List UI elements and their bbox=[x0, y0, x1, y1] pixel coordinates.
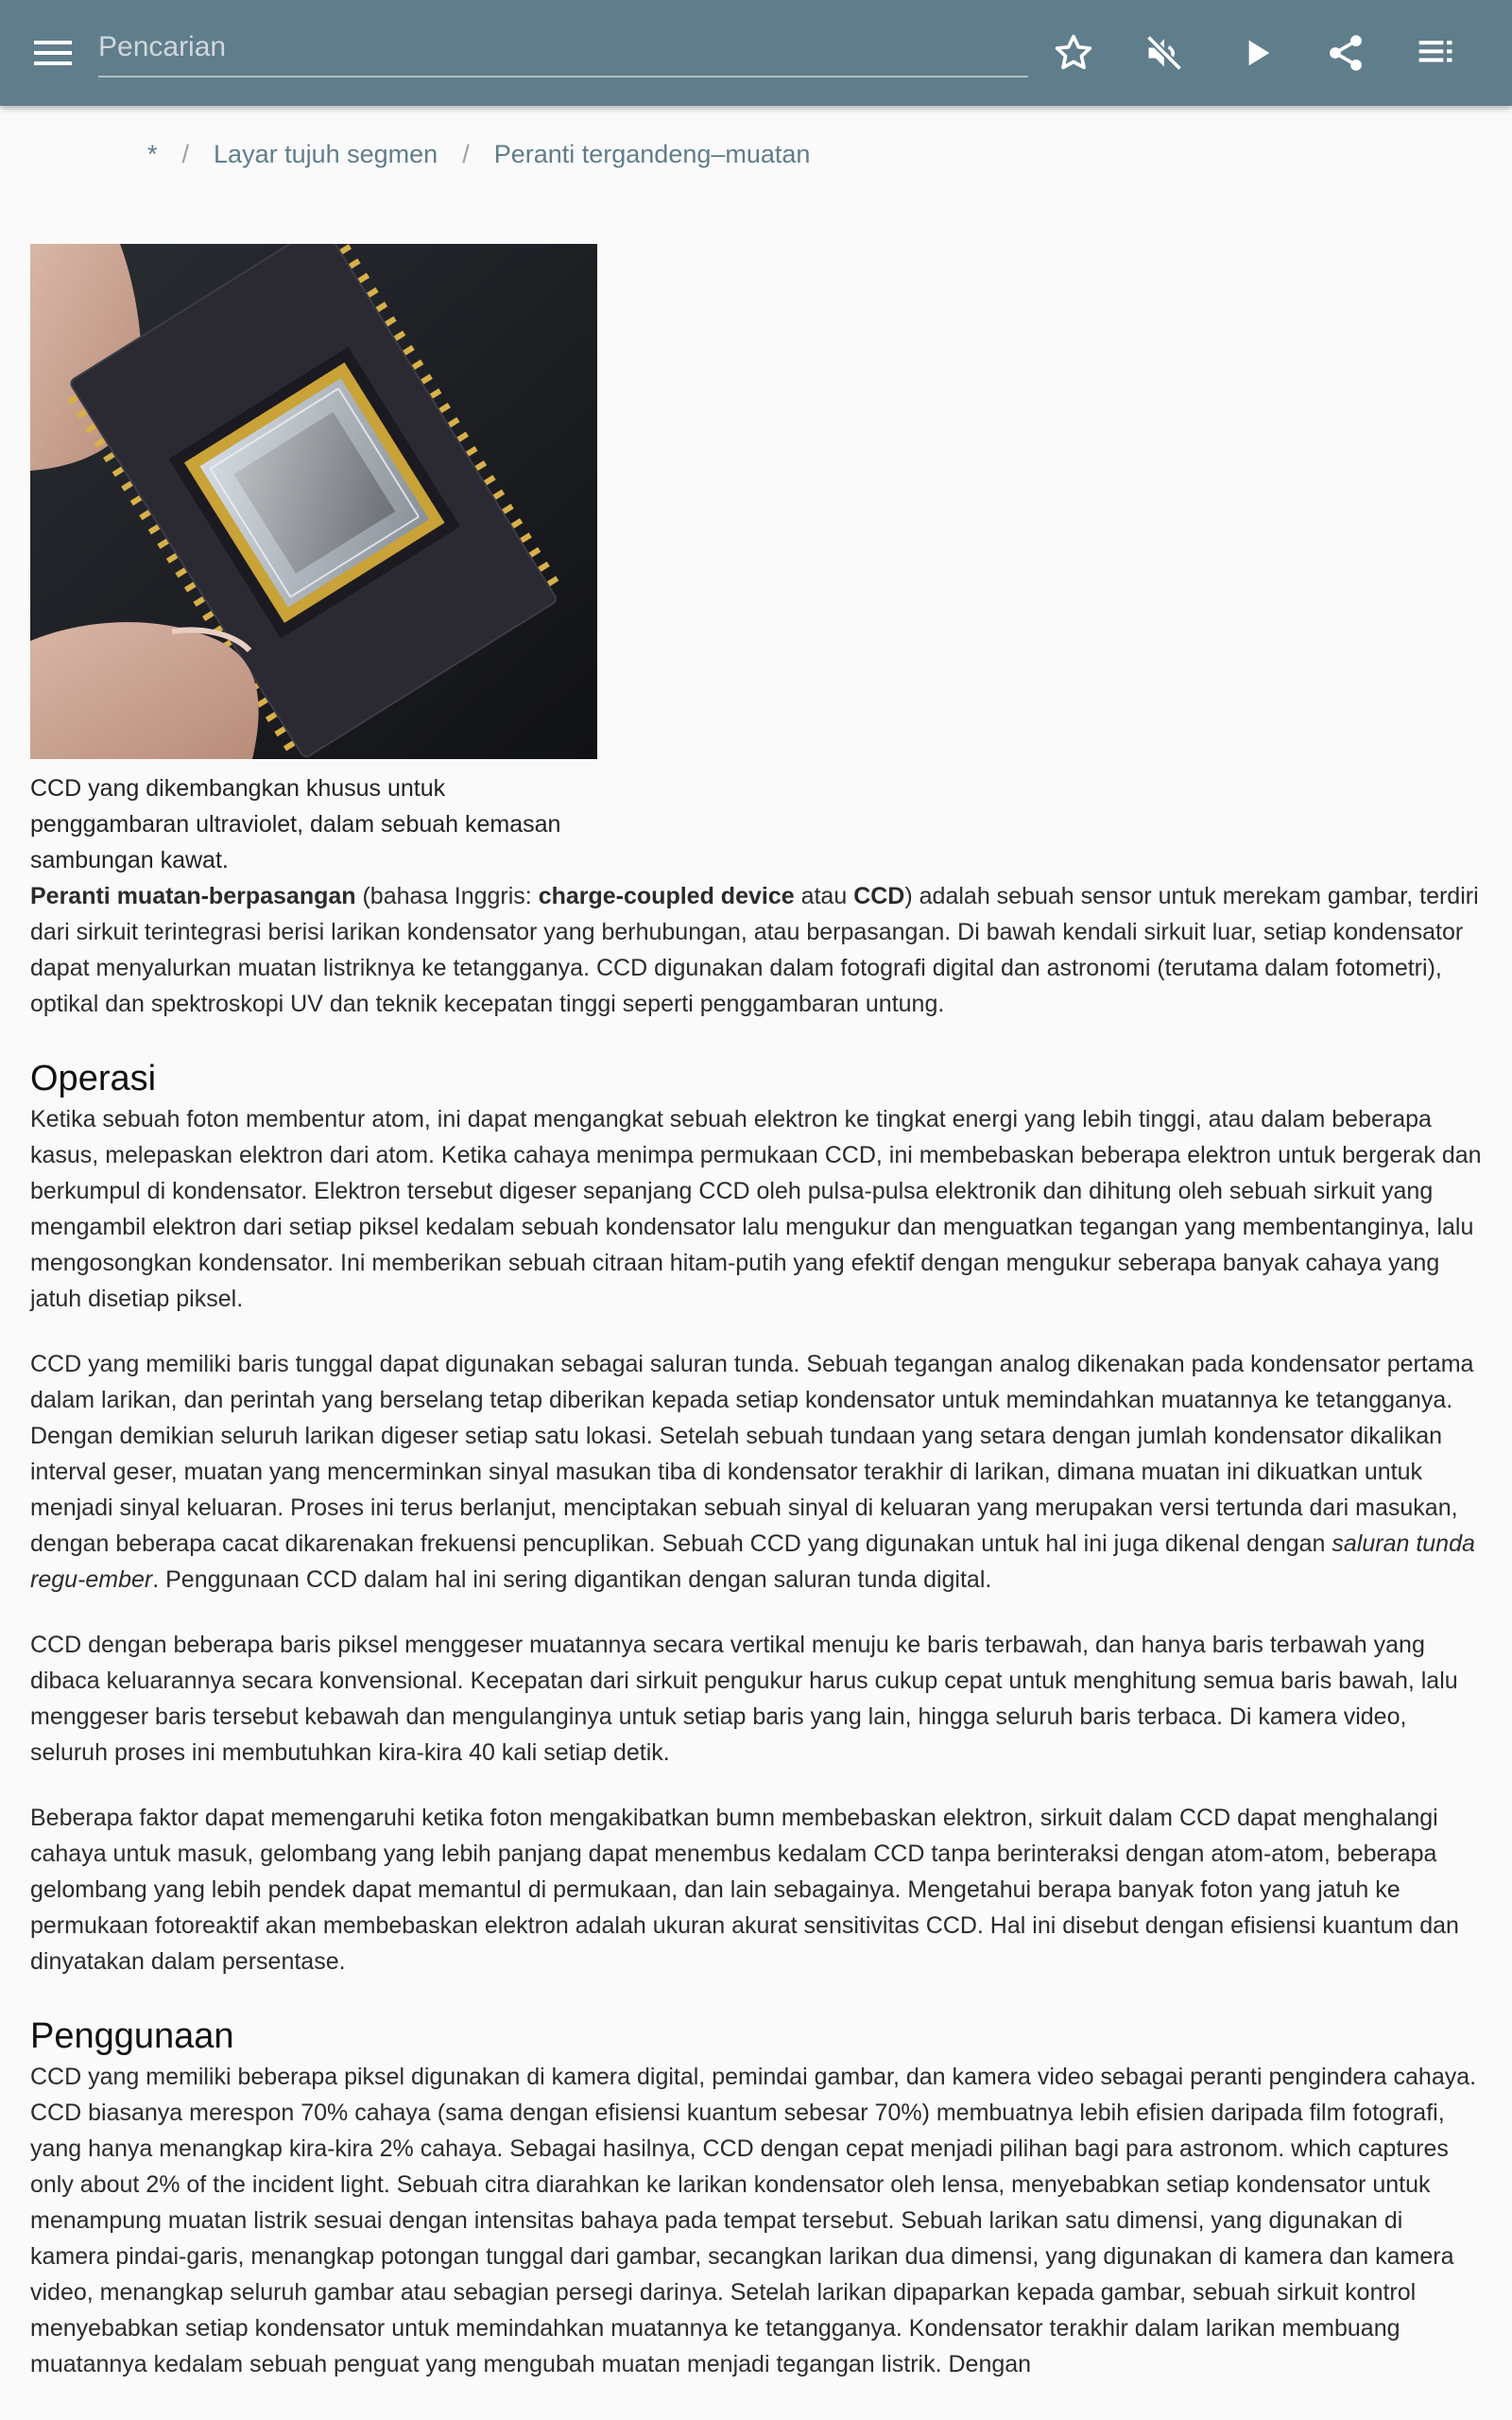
paragraph-text: CCD yang memiliki baris tunggal dapat digunakan sebagai saluran tunda. Sebuah tegangan analog dikenakan pada kondensator pertama dalam larikan, dan perintah yang berselang tetap diberikan kepada setiap kondensator untuk memindahkan muatannya ke tetangganya. Dengan demikian seluruh larikan digeser setiap satu lokasi. Setelah sebuah tundaan yang setara dengan jumlah kondensator dikalikan interval geser, muatan yang mencerminkan sinyal masukan tiba di kondensator terakhir di larikan, dimana muatan ini dikuatkan untuk menjadi sinyal keluaran. Proses ini terus berlanjut, menciptakan sebuah sinyal di keluaran yang merupakan versi tertunda dari masukan, dengan beberapa cacat dikarenakan frekuensi pencuplikan. Sebuah CCD yang digunakan untuk hal ini juga dikenal dengan bbox=[30, 1351, 1474, 1557]
star-icon bbox=[1053, 32, 1094, 74]
share-icon bbox=[1325, 32, 1366, 74]
share-button[interactable] bbox=[1317, 25, 1374, 81]
intro-paragraph bbox=[30, 878, 1486, 1022]
section-heading-penggunaan: Penggunaan bbox=[30, 2016, 234, 2056]
italic-term: saluran tunda regu-ember bbox=[30, 1530, 1475, 1593]
playlist-icon bbox=[1416, 32, 1457, 74]
breadcrumb-separator: / bbox=[462, 140, 470, 168]
app-bar bbox=[0, 0, 1512, 106]
breadcrumb-current[interactable]: Peranti tergandeng–muatan bbox=[493, 140, 811, 168]
bookmark-button[interactable] bbox=[1045, 25, 1102, 81]
intro-text: atau bbox=[794, 883, 854, 909]
breadcrumb-separator: / bbox=[181, 140, 190, 168]
english-term: charge-coupled device bbox=[538, 883, 795, 909]
play-button[interactable] bbox=[1228, 25, 1285, 81]
section-heading-operasi: Operasi bbox=[30, 1059, 157, 1098]
abbreviation: CCD bbox=[853, 883, 905, 909]
intro-text: ) adalah sebuah sensor untuk merekam gambar, terdiri dari sirkuit terintegrasi berisi larikan kondensator yang berhubungan, atau berpasangan. Di bawah kendali sirkuit luar, setiap kondensator dapat menyalurkan muatan listriknya ke tetangganya. CCD digunakan dalam fotografi digital dan astronomi (terutama dalam fotometri), optikal dan spektroskopi UV dan teknik kecepatan tinggi seperti penggambaran untung. bbox=[30, 883, 1479, 1017]
breadcrumb-root[interactable]: * bbox=[147, 140, 158, 168]
paragraph bbox=[30, 1346, 1486, 1598]
breadcrumb bbox=[147, 140, 810, 169]
paragraph: CCD yang memiliki beberapa piksel digunakan di kamera digital, pemindai gambar, dan kamera video sebagai peranti pengindera cahaya. CCD biasanya merespon 70% cahaya (sama dengan efisiensi kuantum sebesar 70%) membuatnya lebih efisien daripada film fotografi, yang hanya menangkap kira-kira 2% cahaya. Sebagai hasilnya, CCD dengan cepat menjadi pilihan bagi para astronom. which captures only about 2% of the incident light. Sebuah citra diarahkan ke larikan kondensator oleh lensa, menyebabkan setiap kondensator untuk menampung muatan listrik sesuai dengan intensitas bahaya pada tempat tersebut. Sebuah larikan satu dimensi, yang digunakan di kamera pindai-garis, menangkap potongan tunggal dari gambar, secangkan larikan dua dimensi, yang digunakan di kamera dan kamera video, menangkap seluruh gambar atau sebagian persegi darinya. Setelah larikan dipaparkan kepada gambar, sebuah sirkuit kontrol menyebabkan setiap kondensator untuk memindahkan muatannya ke tetangganya. Kondensator terakhir dalam larikan membuang muatannya kedalam sebuah penguat yang mengubah muatan menjadi tegangan listrik. Dengan bbox=[30, 2064, 1477, 2377]
playlist-button[interactable] bbox=[1408, 25, 1465, 81]
mute-icon bbox=[1143, 32, 1185, 74]
term-bold: Peranti muatan-berpasangan bbox=[30, 883, 356, 909]
mute-button[interactable] bbox=[1136, 25, 1193, 81]
ccd-chip-image[interactable] bbox=[30, 244, 597, 759]
intro-text: (bahasa Inggris: bbox=[355, 883, 539, 909]
menu-icon bbox=[34, 39, 72, 67]
paragraph: Beberapa faktor dapat memengaruhi ketika foton mengakibatkan bumn membebaskan elektron, sirkuit dalam CCD dapat menghalangi cahaya untuk masuk, gelombang yang lebih panjang dapat menembus kedalam CCD tanpa berinteraksi dengan atom-atom, beberapa gelombang yang lebih pendek dapat memantul di permukaan, dan lain sebagainya. Mengetahui berapa banyak foton yang jatuh ke permukaan fotoreaktif akan membebaskan elektron adalah ukuran akurat sensitivitas CCD. Hal ini disebut dengan efisiensi kuantum dan dinyatakan dalam persentase. bbox=[30, 1805, 1459, 1975]
play-icon bbox=[1238, 34, 1276, 72]
paragraph-text: . Penggunaan CCD dalam hal ini sering digantikan dengan saluran tunda digital. bbox=[152, 1566, 992, 1593]
article bbox=[30, 244, 1486, 2382]
breadcrumb-parent[interactable]: Layar tujuh segmen bbox=[214, 140, 438, 168]
figure-caption: CCD yang dikembangkan khusus untuk penggambaran ultraviolet, dalam sebuah kemasan sambungan kawat. bbox=[30, 775, 561, 873]
search-bar bbox=[98, 21, 1028, 78]
article-figure bbox=[30, 244, 597, 878]
menu-button[interactable] bbox=[28, 32, 77, 74]
search-input[interactable] bbox=[98, 21, 1028, 74]
paragraph: Ketika sebuah foton membentur atom, ini dapat mengangkat sebuah elektron ke tingkat energi yang lebih tinggi, atau dalam beberapa kasus, melepaskan elektron dari atom. Ketika cahaya menimpa permukaan CCD, ini membebaskan beberapa elektron untuk bergerak dan berkumpul di kondensator. Elektron tersebut digeser sepanjang CCD oleh pulsa-pulsa elektronik dan dihitung oleh sebuah sirkuit yang mengambil elektron dari setiap piksel kedalam sebuah kondensator lalu mengukur dan menguatkan tegangan yang membentanginya, lalu mengosongkan kondensator. Ini memberikan sebuah citraan hitam-putih yang efektif dengan mengukur seberapa banyak cahaya yang jatuh disetiap piksel. bbox=[30, 1106, 1482, 1312]
paragraph: CCD dengan beberapa baris piksel menggeser muatannya secara vertikal menuju ke baris terbawah, dan hanya baris terbawah yang dibaca keluarannya secara konvensional. Kecepatan dari sirkuit pengukur harus cukup cepat untuk menghitung semua baris bawah, lalu menggeser baris tersebut kebawah dan mengulanginya untuk setiap baris yang lain, hingga seluruh baris terbaca. Di kamera video, seluruh proses ini membutuhkan kira-kira 40 kali setiap detik. bbox=[30, 1632, 1458, 1766]
